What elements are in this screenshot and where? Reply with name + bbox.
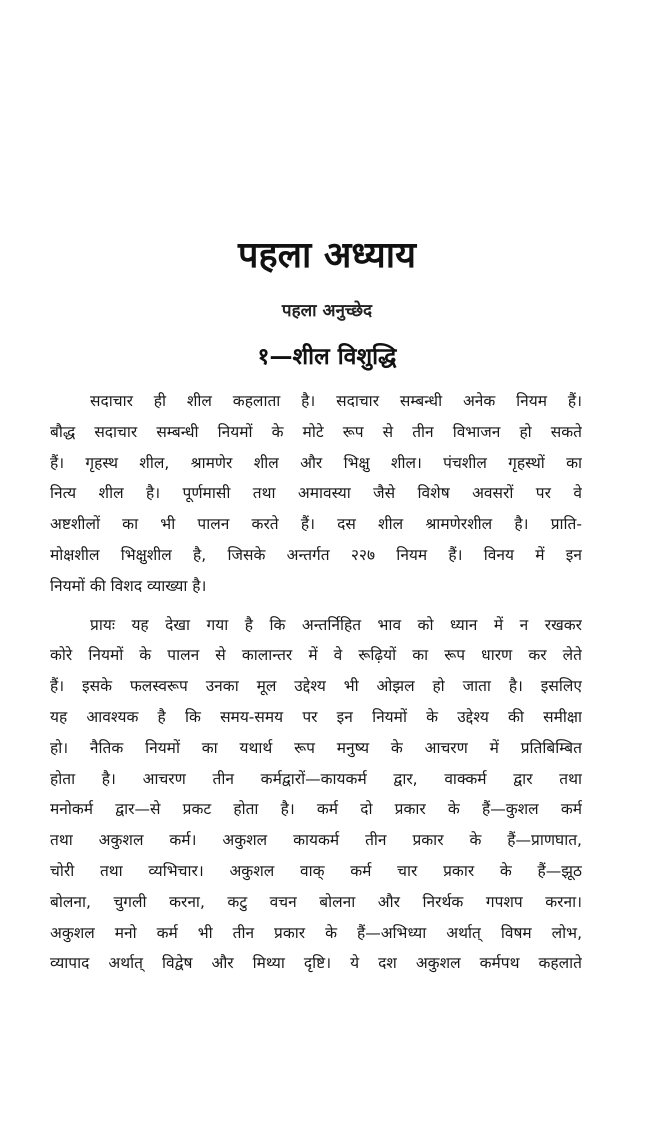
text-line: बोलना, चुगली करना, कटु वचन बोलना और निरर्थक गपशप करना। [50,892,582,911]
body-text [50,386,582,979]
text-line: हैं। गृहस्थ शील, श्रामणेर शील और भिक्षु शील। पंचशील गृहस्थों का [50,453,582,472]
section-subtitle: पहला अनुच्छेद [281,301,373,321]
chapter-title: पहला अध्याय [238,235,416,276]
text-line: प्रायः यह देखा गया है कि अन्तर्निहित भाव को ध्यान में न रखकर [90,615,582,634]
text-line: तथा अकुशल कर्म। अकुशल कायकर्म तीन प्रकार के हैं—प्राणघात, [50,831,582,850]
text-line: अष्टशीलों का भी पालन करते हैं। दस शील श्रामणेरशील है। प्राति- [50,515,582,534]
text-line: मनोकर्म द्वार—से प्रकट होता है। कर्म दो प्रकार के हैं—कुशल कर्म [50,800,582,819]
paragraph-1 [50,386,582,602]
text-line: अकुशल मनो कर्म भी तीन प्रकार के हैं—अभिध्या अर्थात् विषम लोभ, [50,923,582,942]
text-line: चोरी तथा व्यभिचार। अकुशल वाक् कर्म चार प्रकार के हैं—झूठ [50,861,582,880]
text-line: सदाचार ही शील कहलाता है। सदाचार सम्बन्धी अनेक नियम हैं। [90,392,582,410]
paragraph-gap [50,602,582,610]
text-line: यह आवश्यक है कि समय-समय पर इन नियमों के उद्देश्य की समीक्षा [50,707,582,726]
text-line: कोरे नियमों के पालन से कालान्तर में वे रूढ़ियों का रूप धारण कर लेते [50,646,582,665]
text-line: हैं। इसके फलस्वरूप उनका मूल उद्देश्य भी ओझल हो जाता है। इसलिए [50,677,582,696]
section-heading: १—शील विशुद्धि [257,344,397,370]
text-line: नियमों की विशद व्याख्या है। [50,576,207,595]
text-line: व्यापाद अर्थात् विद्वेष और मिथ्या दृष्टि। ये दश अकुशल कर्मपथ कहलाते [50,954,582,973]
paragraph-2 [50,610,582,980]
text-line: हो। नैतिक नियमों का यथार्थ रूप मनुष्य के आचरण में प्रतिबिम्बित [50,738,582,757]
text-line: बौद्ध सदाचार सम्बन्धी नियमों के मोटे रूप से तीन विभाजन हो सकते [50,422,582,441]
text-line: मोक्षशील भिक्षुशील है, जिसके अन्तर्गत २२७ नियम हैं। विनय में इन [50,545,582,564]
text-line: होता है। आचरण तीन कर्मद्वारों—कायकर्म द्वार, वाक्कर्म द्वार तथा [50,769,582,788]
text-line: नित्य शील है। पूर्णमासी तथा अमावस्या जैसे विशेष अवसरों पर वे [50,484,582,503]
